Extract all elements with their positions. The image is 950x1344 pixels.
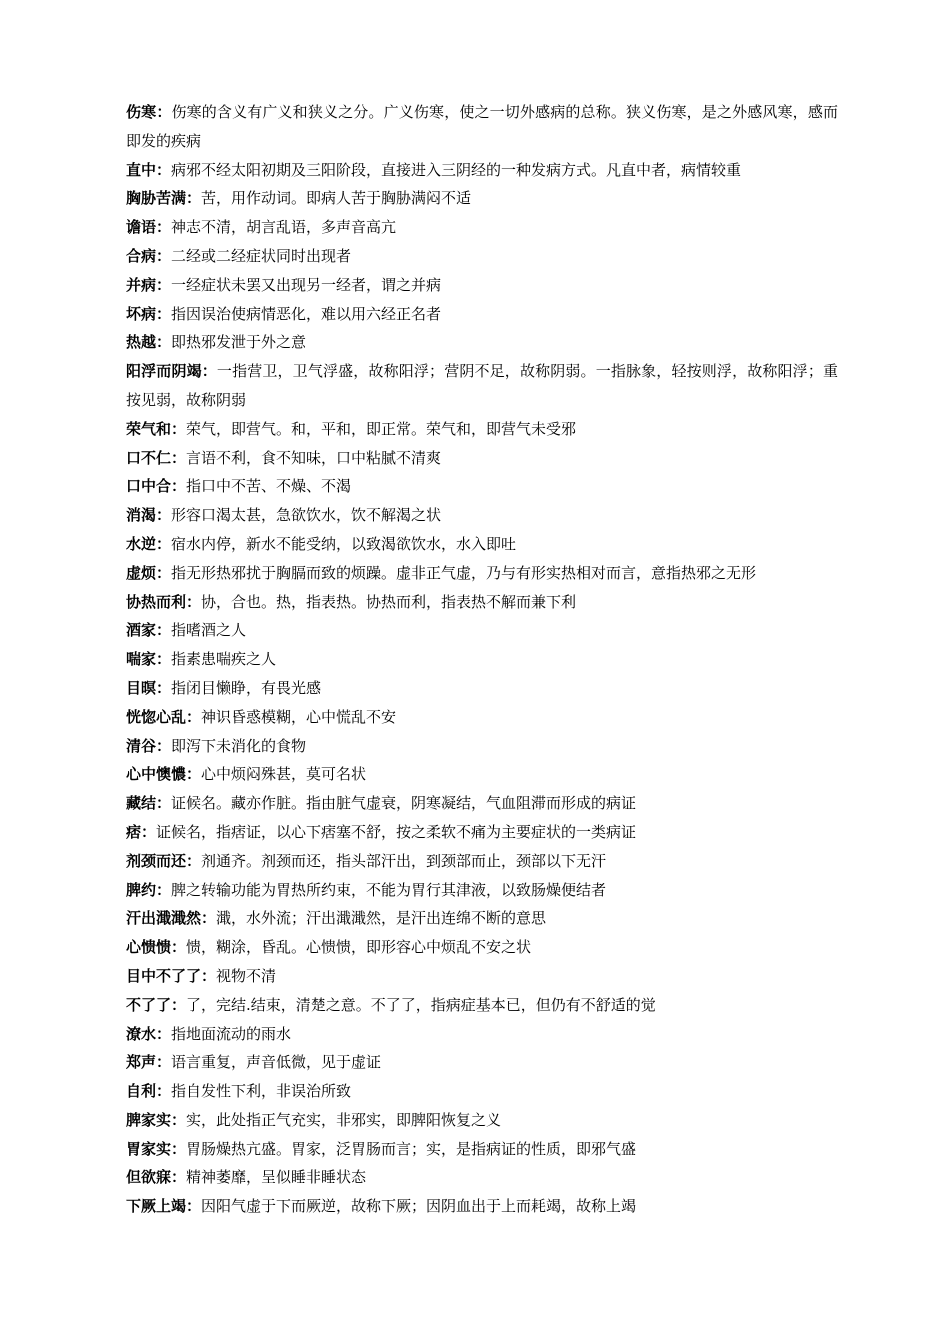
glossary-entry <box>126 789 838 818</box>
entry-definition: 即泻下未消化的食物 <box>171 736 307 755</box>
entry-definition: 伤寒的含义有广义和狭义之分。广义伤寒，使之一切外感病的总称。狭义伤寒，是之外感风寒，感而即发的疾病 <box>126 103 838 150</box>
entry-term: 虚烦 <box>126 563 157 582</box>
entry-definition: 神志不清，胡言乱语，多声音高亢 <box>171 218 397 237</box>
glossary-entry <box>126 991 838 1020</box>
glossary-entry <box>126 98 838 156</box>
entry-term: 胃家实 <box>126 1139 172 1158</box>
entry-separator: ： <box>156 304 172 323</box>
entry-separator: ： <box>156 1082 172 1101</box>
glossary-entry <box>126 300 838 329</box>
entry-definition: 协，合也。热，指表热。协热而利，指表热不解而兼下利 <box>201 592 577 611</box>
entry-separator: ： <box>201 362 217 381</box>
glossary-entry <box>126 415 838 444</box>
glossary-entry <box>126 501 838 530</box>
glossary-entry <box>126 876 838 905</box>
glossary-entry <box>126 588 838 617</box>
entry-definition: 胃肠燥热亢盛。胃家，泛胃肠而言；实，是指病证的性质，即邪气盛 <box>186 1139 637 1158</box>
glossary-entry <box>126 1048 838 1077</box>
entry-definition: 指素患喘疾之人 <box>171 650 277 669</box>
entry-term: 心愦愦 <box>126 938 172 957</box>
entry-term: 汗出濈濈然 <box>126 909 202 928</box>
entry-term: 水逆 <box>126 534 157 553</box>
entry-definition: 指自发性下利，非误治所致 <box>171 1082 352 1101</box>
entry-term: 不了了 <box>126 995 172 1014</box>
glossary-entry <box>126 674 838 703</box>
entry-separator: ： <box>186 189 202 208</box>
entry-separator: ： <box>171 1168 187 1187</box>
entry-term: 剂颈而还 <box>126 851 187 870</box>
entry-separator: ： <box>186 592 202 611</box>
entry-separator: ： <box>156 650 172 669</box>
entry-term: 恍惚心乱 <box>126 707 187 726</box>
entry-term: 下厥上竭 <box>126 1197 187 1216</box>
entry-term: 心中懊憹 <box>126 765 187 784</box>
glossary-entry <box>126 328 838 357</box>
glossary-entry <box>126 472 838 501</box>
glossary-entry <box>126 933 838 962</box>
entry-term: 喘家 <box>126 650 157 669</box>
entry-separator: ： <box>156 621 172 640</box>
glossary-entry <box>126 1135 838 1164</box>
glossary-entry <box>126 1077 838 1106</box>
entry-definition: 脾之转输功能为胃热所约束，不能为胃行其津液，以致肠燥便结者 <box>171 880 607 899</box>
entry-term: 坏病 <box>126 304 157 323</box>
entry-term: 潦水 <box>126 1024 157 1043</box>
entry-separator: ： <box>156 160 172 179</box>
entry-separator: ： <box>156 736 172 755</box>
entry-definition: 即热邪发泄于外之意 <box>171 333 307 352</box>
entry-term: 热越 <box>126 333 157 352</box>
entry-separator: ： <box>156 534 172 553</box>
entry-definition: 视物不清 <box>216 966 277 985</box>
entry-separator: ： <box>171 419 187 438</box>
glossary-entry <box>126 703 838 732</box>
glossary-entry <box>126 530 838 559</box>
entry-term: 合病 <box>126 246 157 265</box>
entry-definition: 一经症状未罢又出现另一经者，谓之并病 <box>171 275 442 294</box>
entry-term: 目中不了了 <box>126 966 202 985</box>
entry-term: 荣气和 <box>126 419 172 438</box>
entry-definition: 指无形热邪扰于胸膈而致的烦躁。虚非正气虚，乃与有形实热相对而言，意指热邪之无形 <box>171 563 757 582</box>
entry-separator: ： <box>156 678 172 697</box>
entry-definition: 荣气，即营气。和，平和，即正常。荣气和，即营气未受邪 <box>186 419 577 438</box>
entry-term: 痞 <box>126 822 142 841</box>
glossary-entry <box>126 559 838 588</box>
entry-separator: ： <box>171 448 187 467</box>
glossary-entry <box>126 444 838 473</box>
entry-separator: ： <box>171 995 187 1014</box>
entry-definition: 证候名。藏亦作脏。指由脏气虚衰，阴寒凝结，气血阻滞而形成的病证 <box>171 794 637 813</box>
glossary-entry <box>126 1163 838 1192</box>
entry-term: 自利 <box>126 1082 157 1101</box>
entry-definition: 心中烦闷殊甚，莫可名状 <box>201 765 367 784</box>
glossary-entry <box>126 818 838 847</box>
entry-term: 酒家 <box>126 621 157 640</box>
entry-term: 脾家实 <box>126 1110 172 1129</box>
entry-separator: ： <box>156 794 172 813</box>
glossary-entry <box>126 847 838 876</box>
entry-separator: ： <box>156 1053 172 1072</box>
entry-term: 藏结 <box>126 794 157 813</box>
entry-definition: 指口中不苦、不燥、不渴 <box>186 477 352 496</box>
entry-separator: ： <box>186 851 202 870</box>
entry-definition: 一指营卫，卫气浮盛，故称阳浮；营阴不足，故称阴弱。一指脉象，轻按则浮，故称阳浮；重按见弱，故称阴弱 <box>126 362 838 409</box>
entry-term: 口不仁 <box>126 448 172 467</box>
entry-term: 阳浮而阴竭 <box>126 362 202 381</box>
entry-term: 但欲寐 <box>126 1168 172 1187</box>
entry-separator: ： <box>171 1139 187 1158</box>
glossary-entry <box>126 184 838 213</box>
entry-term: 谵语 <box>126 218 157 237</box>
entry-separator: ： <box>186 765 202 784</box>
entry-definition: 证候名，指痞证，以心下痞塞不舒，按之柔软不痛为主要症状的一类病证 <box>156 822 637 841</box>
entry-definition: 指地面流动的雨水 <box>171 1024 292 1043</box>
entry-term: 脾约 <box>126 880 157 899</box>
entry-separator: ： <box>156 506 172 525</box>
glossary-entry <box>126 1106 838 1135</box>
entry-term: 清谷 <box>126 736 157 755</box>
entry-definition: 了，完结.结束，清楚之意。不了了，指病症基本已，但仍有不舒适的觉 <box>186 995 656 1014</box>
glossary-entry <box>126 732 838 761</box>
entry-definition: 因阳气虚于下而厥逆，故称下厥；因阴血出于上而耗竭，故称上竭 <box>201 1197 637 1216</box>
entry-definition: 剂通齐。剂颈而还，指头部汗出，到颈部而止，颈部以下无汗 <box>201 851 607 870</box>
entry-term: 直中 <box>126 160 157 179</box>
entry-separator: ： <box>156 1024 172 1043</box>
entry-term: 目暝 <box>126 678 157 697</box>
entry-separator: ： <box>186 707 202 726</box>
entry-separator: ： <box>156 246 172 265</box>
entry-definition: 二经或二经症状同时出现者 <box>171 246 352 265</box>
entry-separator: ： <box>156 218 172 237</box>
entry-definition: 愦，糊涂，昏乱。心愦愦，即形容心中烦乱不安之状 <box>186 938 532 957</box>
glossary-entry <box>126 962 838 991</box>
entry-separator: ： <box>171 938 187 957</box>
entry-term: 消渴 <box>126 506 157 525</box>
glossary-entry <box>126 1192 838 1221</box>
glossary-entry <box>126 242 838 271</box>
entry-definition: 精神萎靡，呈似睡非睡状态 <box>186 1168 367 1187</box>
entry-definition: 濈，水外流；汗出濈濈然，是汗出连绵不断的意思 <box>216 909 547 928</box>
entry-separator: ： <box>156 103 172 121</box>
entry-separator: ： <box>201 909 217 928</box>
entry-definition: 形容口渴太甚，急欲饮水，饮不解渴之状 <box>171 506 442 525</box>
entry-definition: 神识昏惑模糊，心中慌乱不安 <box>201 707 397 726</box>
entry-separator: ： <box>156 333 172 352</box>
entry-definition: 指嗜酒之人 <box>171 621 247 640</box>
glossary-entry <box>126 760 838 789</box>
glossary-entry <box>126 357 838 415</box>
entry-separator: ： <box>156 563 172 582</box>
entry-term: 胸胁苦满 <box>126 189 187 208</box>
entry-separator: ： <box>156 880 172 899</box>
entry-separator: ： <box>171 1110 187 1129</box>
entry-definition: 苦，用作动词。即病人苦于胸胁满闷不适 <box>201 189 472 208</box>
entry-separator: ： <box>171 477 187 496</box>
entry-term: 并病 <box>126 275 157 294</box>
entry-definition: 语言重复，声音低微，见于虚证 <box>171 1053 382 1072</box>
glossary-entry <box>126 904 838 933</box>
glossary-entry <box>126 1020 838 1049</box>
entry-term: 伤寒 <box>126 103 157 121</box>
entry-definition: 指因误治使病情恶化，难以用六经正名者 <box>171 304 442 323</box>
entry-definition: 指闭目懒睁，有畏光感 <box>171 678 322 697</box>
entry-term: 口中合 <box>126 477 172 496</box>
entry-term: 协热而利 <box>126 592 187 611</box>
glossary-page <box>126 98 838 1221</box>
entry-separator: ： <box>141 822 157 841</box>
glossary-entry <box>126 645 838 674</box>
entry-definition: 宿水内停，新水不能受纳，以致渴欲饮水，水入即吐 <box>171 534 517 553</box>
entry-definition: 言语不利，食不知味，口中粘腻不清爽 <box>186 448 442 467</box>
entry-definition: 病邪不经太阳初期及三阳阶段，直接进入三阴经的一种发病方式。凡直中者，病情较重 <box>171 160 742 179</box>
glossary-entry <box>126 213 838 242</box>
glossary-entry <box>126 616 838 645</box>
entry-separator: ： <box>186 1197 202 1216</box>
entry-term: 郑声 <box>126 1053 157 1072</box>
glossary-entry <box>126 156 838 185</box>
entry-separator: ： <box>156 275 172 294</box>
glossary-entry <box>126 271 838 300</box>
entry-definition: 实，此处指正气充实，非邪实，即脾阳恢复之义 <box>186 1110 502 1129</box>
entry-separator: ： <box>201 966 217 985</box>
